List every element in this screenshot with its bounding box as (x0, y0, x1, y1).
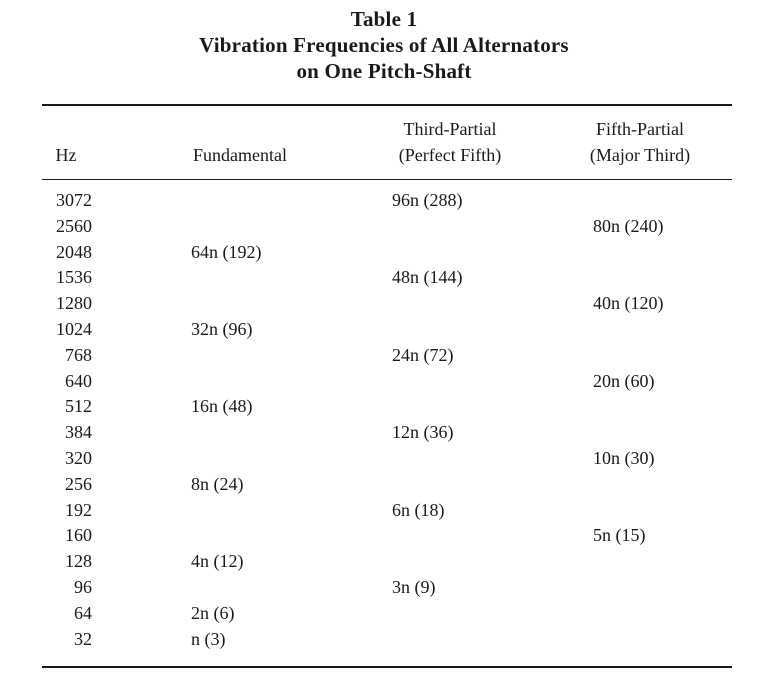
header-fundamental: Fundamental (193, 145, 287, 165)
cell-fifth-partial: 80n (240) (593, 215, 664, 236)
cell-fifth-partial: 20n (60) (593, 370, 655, 391)
cell-fundamental: 32n (96) (191, 319, 253, 339)
cell-hz: 32 (74, 628, 92, 649)
table-number: Table 1 (350, 7, 418, 31)
cell-fundamental: 8n (24) (191, 473, 244, 494)
cell-hz: 2560 (56, 215, 92, 236)
header-hz: Hz (55, 145, 77, 165)
cell-third-partial: 48n (144) (392, 267, 463, 288)
header-fifth-partial: Fifth-Partial (Major Third) (589, 119, 691, 165)
cell-hz: 256 (65, 473, 92, 494)
cell-third-partial: 96n (288) (392, 190, 463, 210)
cell-hz: 384 (65, 422, 92, 443)
top-rule (42, 104, 732, 106)
header-rule (42, 179, 732, 180)
cell-third-partial: 6n (18) (392, 499, 445, 520)
table-title (0, 6, 768, 84)
cell-fundamental: n (3) (191, 628, 226, 649)
cell-hz: 1024 (56, 319, 92, 339)
cell-hz: 192 (65, 499, 92, 520)
cell-hz: 320 (65, 448, 92, 468)
header-third-partial: Third-Partial (Perfect Fifth) (398, 119, 502, 165)
cell-hz: 3072 (56, 190, 92, 210)
cell-fifth-partial: 5n (15) (593, 525, 646, 546)
bottom-rule (42, 666, 732, 668)
cell-hz: 128 (65, 551, 92, 572)
cell-third-partial: 3n (9) (392, 577, 436, 597)
cell-fundamental: 2n (6) (191, 602, 235, 623)
cell-hz: 2048 (56, 241, 92, 262)
cell-hz: 160 (65, 525, 92, 546)
cell-fundamental: 16n (48) (191, 396, 253, 417)
cell-hz: 768 (65, 344, 92, 365)
cell-hz: 1536 (56, 267, 92, 288)
cell-hz: 64 (74, 602, 92, 623)
table-title-line-2: on One Pitch-Shaft (296, 59, 472, 83)
cell-fifth-partial: 40n (120) (593, 293, 664, 314)
cell-hz: 640 (65, 370, 92, 391)
cell-hz: 1280 (56, 293, 92, 314)
table-title-line-1: Vibration Frequencies of All Alternators (199, 33, 569, 57)
cell-fundamental: 64n (192) (191, 241, 262, 262)
cell-hz: 96 (74, 577, 92, 597)
cell-hz: 512 (65, 396, 92, 417)
cell-third-partial: 24n (72) (392, 344, 454, 365)
cell-fifth-partial: 10n (30) (593, 448, 655, 468)
cell-fundamental: 4n (12) (191, 551, 244, 572)
cell-third-partial: 12n (36) (392, 422, 454, 443)
